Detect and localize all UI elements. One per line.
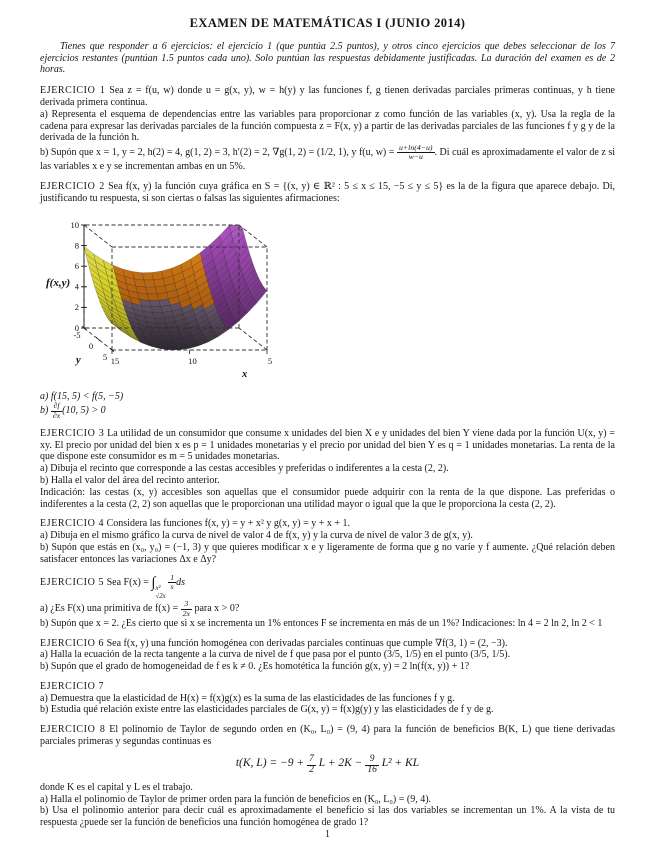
exercise-5 bbox=[40, 574, 615, 601]
exercise-5-item-a-text-2: para x > 0? bbox=[194, 603, 240, 615]
exercise-6-label: EJERCICIO 6 bbox=[40, 637, 105, 649]
exercise-3-note: Indicación: las cestas (x, y) accesibles son aquellas que el consumidor puede adquirir con la renta de la que dispone. Las preferidas o indiferentes a la cesta (2, 2) son aquellas que le proporcionan una utilidad mayor o igual que la que le proporciona la cesta (2, 2). bbox=[40, 486, 615, 510]
integral-ds: ds bbox=[176, 576, 185, 588]
exercise-6-body: Sea f(x, y) una función homogénea con derivadas parciales continuas que cumple ∇f(3, 1) = (2, −3). bbox=[106, 637, 508, 649]
svg-text:0: 0 bbox=[88, 340, 94, 351]
fraction bbox=[365, 755, 379, 776]
svg-text:x: x bbox=[242, 368, 248, 380]
exercise-3 bbox=[40, 428, 615, 463]
fraction-numerator: 1 bbox=[170, 572, 175, 582]
fraction-numerator: 7 bbox=[309, 753, 314, 764]
exercise-3-item-b: b) Halla el valor del área del recinto anterior. bbox=[40, 474, 220, 486]
exercise-3-label: EJERCICIO 3 bbox=[40, 427, 105, 439]
exercise-1-label: EJERCICIO 1 bbox=[40, 85, 106, 97]
exercise-8-item-a: a) Halla el polinomio de Taylor de primer orden para la función de beneficios en (K₀, L₀) = (9, 4). bbox=[40, 793, 432, 805]
exercise-5-label: EJERCICIO 5 bbox=[40, 576, 105, 588]
exercise-4-label: EJERCICIO 4 bbox=[40, 518, 105, 530]
exercise-8-label: EJERCICIO 8 bbox=[40, 724, 106, 736]
intro-paragraph: Tienes que responder a 6 ejercicios: el ejercicio 1 (que puntúa 2.5 puntos), y otros cinco ejercicios que debes seleccionar de los 7 ejercicios restantes (puntúan 1.5 puntos cada uno). Solo puntúan las respuestas debidamente justificadas. La duración del examen es de 2 horas. bbox=[40, 40, 615, 76]
exercise-2 bbox=[40, 181, 615, 205]
svg-text:-5: -5 bbox=[73, 329, 81, 340]
fraction bbox=[397, 144, 434, 161]
exercise-6-item-b: b) Supón que el grado de homogeneidad de f es k ≠ 0. ¿Es homotética la función g(x, y) = 2 ln(f(x, y)) + 1? bbox=[40, 661, 470, 673]
exercise-8 bbox=[40, 724, 615, 748]
fraction-denominator: w−u bbox=[408, 152, 423, 162]
svg-text:6: 6 bbox=[74, 260, 79, 271]
exercise-7 bbox=[40, 681, 615, 693]
exercise-6-item-a: a) Halla la ecuación de la recta tangente a la curva de nivel de f que pasa por el punto (3/5, 1/5) en el punto (3/5, 1/5). bbox=[40, 649, 511, 661]
exercise-7-item-a: a) Demuestra que la elasticidad de H(x) = f(x)g(x) es la suma de las elasticidades de las funciones f y g. bbox=[40, 692, 455, 704]
exercise-5-item-a bbox=[40, 600, 615, 617]
partial-derivative-fraction bbox=[51, 402, 62, 419]
fraction-numerator: 9 bbox=[365, 755, 379, 766]
svg-text:0: 0 bbox=[74, 322, 79, 333]
exercise-2-item-a: a) f(15, 5) < f(5, −5) bbox=[40, 390, 124, 402]
exercise-1-item-b-text: b) Supón que x = 1, y = 2, h(2) = 4, g(1, 2) = 3, h′(2) = 2, ∇g(1, 2) = (1/2, 1), y f(u, w) = bbox=[40, 147, 395, 159]
exercise-5-item-b: b) Supón que x = 2. ¿Es cierto que si x se incrementa un 1% entonces F se incrementa en más de un 1%? Indicaciones: ln 4 = 2 ln 2, ln 2 < 1 bbox=[40, 617, 603, 629]
exercise-8-body: El polinomio de Taylor de segundo orden en (K₀, L₀) = (9, 4) para la función de beneficios B(K, L) que tiene derivadas parciales primeras y segundas continuas es bbox=[40, 724, 615, 748]
surface-plot-figure bbox=[46, 208, 615, 388]
fraction bbox=[181, 600, 192, 617]
equation-mid: L + 2K − bbox=[318, 756, 363, 769]
taylor-polynomial-equation bbox=[40, 755, 615, 776]
exercise-8-item-b: b) Usa el polinomio anterior para decir cuál es aproximadamente el beneficio si las dos variables se incrementan un 1%. A la vista de tu respuesta ¿puede ser la función de beneficios una función homogénea de grado 1? bbox=[40, 805, 615, 829]
exercise-8-where: donde K es el capital y L es el trabajo. bbox=[40, 781, 193, 793]
exercise-5-intro: Sea F(x) = bbox=[106, 576, 149, 588]
svg-text:10: 10 bbox=[70, 219, 79, 230]
svg-text:8: 8 bbox=[74, 240, 79, 251]
exercise-3-body: La utilidad de un consumidor que consume x unidades del bien X e y unidades del bien Y viene dada por la función U(x, y) = xy. El precio por unidad del bien x es p = 1 unidades monetarias y el precio por unidad del bien Y es q = 1 unidades monetarias. La renta de la que dispone este consumidor es m = 5 unidades monetarias. bbox=[40, 427, 615, 463]
exercise-1-item-b bbox=[40, 144, 615, 173]
exercise-3-item-a: a) Dibuja el recinto que corresponde a las cestas accesibles y preferidas o indiferentes a la cesta (2, 2). bbox=[40, 463, 449, 475]
exercise-2-body: Sea f(x, y) la función cuya gráfica en S = {(x, y) ∈ ℝ² : 5 ≤ x ≤ 15, −5 ≤ y ≤ 5} es la de la figura que aparece debajo. Di, justificando tu respuesta, si son ciertas o falsas las siguientes afirmaciones: bbox=[40, 181, 616, 205]
integrand-fraction bbox=[168, 574, 176, 591]
exercise-1-item-a: a) Representa el esquema de dependencias entre las variables para proporcionar z como función de las variables (x, y). Usa la regla de la cadena para expresar las derivadas parciales de la función compuesta z = F(x, y) a partir de las derivadas parciales de las funciones f y g y de la derivada de la función h. bbox=[40, 108, 615, 144]
equation-tail: L² + KL bbox=[381, 756, 420, 769]
exercise-1-body: Sea z = f(u, w) donde u = g(x, y), w = h(y) y las funciones f, g tienen derivadas parciales primeras continuas, y h tiene derivada primera continua. bbox=[40, 85, 615, 108]
svg-text:2: 2 bbox=[74, 302, 79, 313]
integral-limits bbox=[156, 585, 166, 601]
fraction-denominator: 2 bbox=[309, 764, 314, 775]
integral-lower-limit: √2x bbox=[155, 592, 166, 600]
exercise-5-item-a-text: a) ¿Es F(x) una primitiva de f(x) = bbox=[40, 603, 179, 615]
exercise-2-item-b bbox=[40, 402, 615, 419]
exercise-4 bbox=[40, 518, 615, 530]
exercise-4-item-b: b) Supón que estás en (x₀, y₀) = (−1, 3) y que quieres modificar x e y ligeramente de forma que g no varíe y f aumente. ¿Qué relación deben satisfacer entonces las variaciones Δx e Δy? bbox=[40, 541, 615, 565]
exercise-4-body: Considera las funciones f(x, y) = y + x² y g(x, y) = y + x + 1. bbox=[106, 518, 350, 530]
exercise-1-item-b-text-2: . Di cuál es aproximadamente el valor de z si las variables x e y se incrementan ambas en un 5%. bbox=[40, 147, 615, 173]
fraction-numerator: 3 bbox=[181, 600, 192, 609]
integral-expression bbox=[151, 572, 185, 600]
svg-text:5: 5 bbox=[267, 355, 273, 366]
fraction bbox=[307, 755, 316, 776]
page-number: 1 bbox=[325, 829, 330, 841]
exercise-6 bbox=[40, 638, 615, 650]
fraction-numerator: u+ln(4−u) bbox=[399, 143, 433, 153]
svg-text:5: 5 bbox=[102, 351, 108, 362]
surface-plot-svg bbox=[46, 208, 318, 384]
equation-lhs: t(K, L) = −9 + bbox=[235, 756, 305, 769]
exercise-7-label: EJERCICIO 7 bbox=[40, 680, 105, 692]
exercise-2-label: EJERCICIO 2 bbox=[40, 181, 105, 193]
exercise-7-item-b: b) Estudia qué relación existe entre las elasticidades parciales de G(x, y) = f(x)g(y) y las elasticidades de f y de g. bbox=[40, 704, 494, 716]
exercise-2-item-b-text-2: (10, 5) > 0 bbox=[62, 405, 106, 417]
fraction-denominator: s bbox=[170, 581, 174, 591]
fraction-denominator: 2x bbox=[182, 608, 190, 618]
exercise-2-item-b-text: b) bbox=[40, 405, 49, 417]
svg-text:4: 4 bbox=[74, 281, 79, 292]
svg-text:f(x,y): f(x,y) bbox=[46, 276, 71, 289]
svg-text:10: 10 bbox=[188, 355, 197, 366]
exercise-1 bbox=[40, 85, 615, 109]
integral-sign: ∫ bbox=[151, 574, 156, 591]
integral-upper-limit: x² bbox=[155, 584, 161, 592]
page-title: EXAMEN DE MATEMÁTICAS I (JUNIO 2014) bbox=[189, 16, 466, 30]
svg-text:15: 15 bbox=[110, 355, 120, 366]
fraction-denominator: ∂x bbox=[52, 410, 61, 420]
fraction-numerator: ∂f bbox=[51, 402, 62, 411]
exercise-4-item-a: a) Dibuja en el mismo gráfico la curva de nivel de valor 4 de f(x, y) y la curva de nivel de valor 3 de g(x, y). bbox=[40, 530, 473, 542]
fraction-denominator: 16 bbox=[367, 764, 377, 775]
svg-text:y: y bbox=[76, 354, 81, 366]
